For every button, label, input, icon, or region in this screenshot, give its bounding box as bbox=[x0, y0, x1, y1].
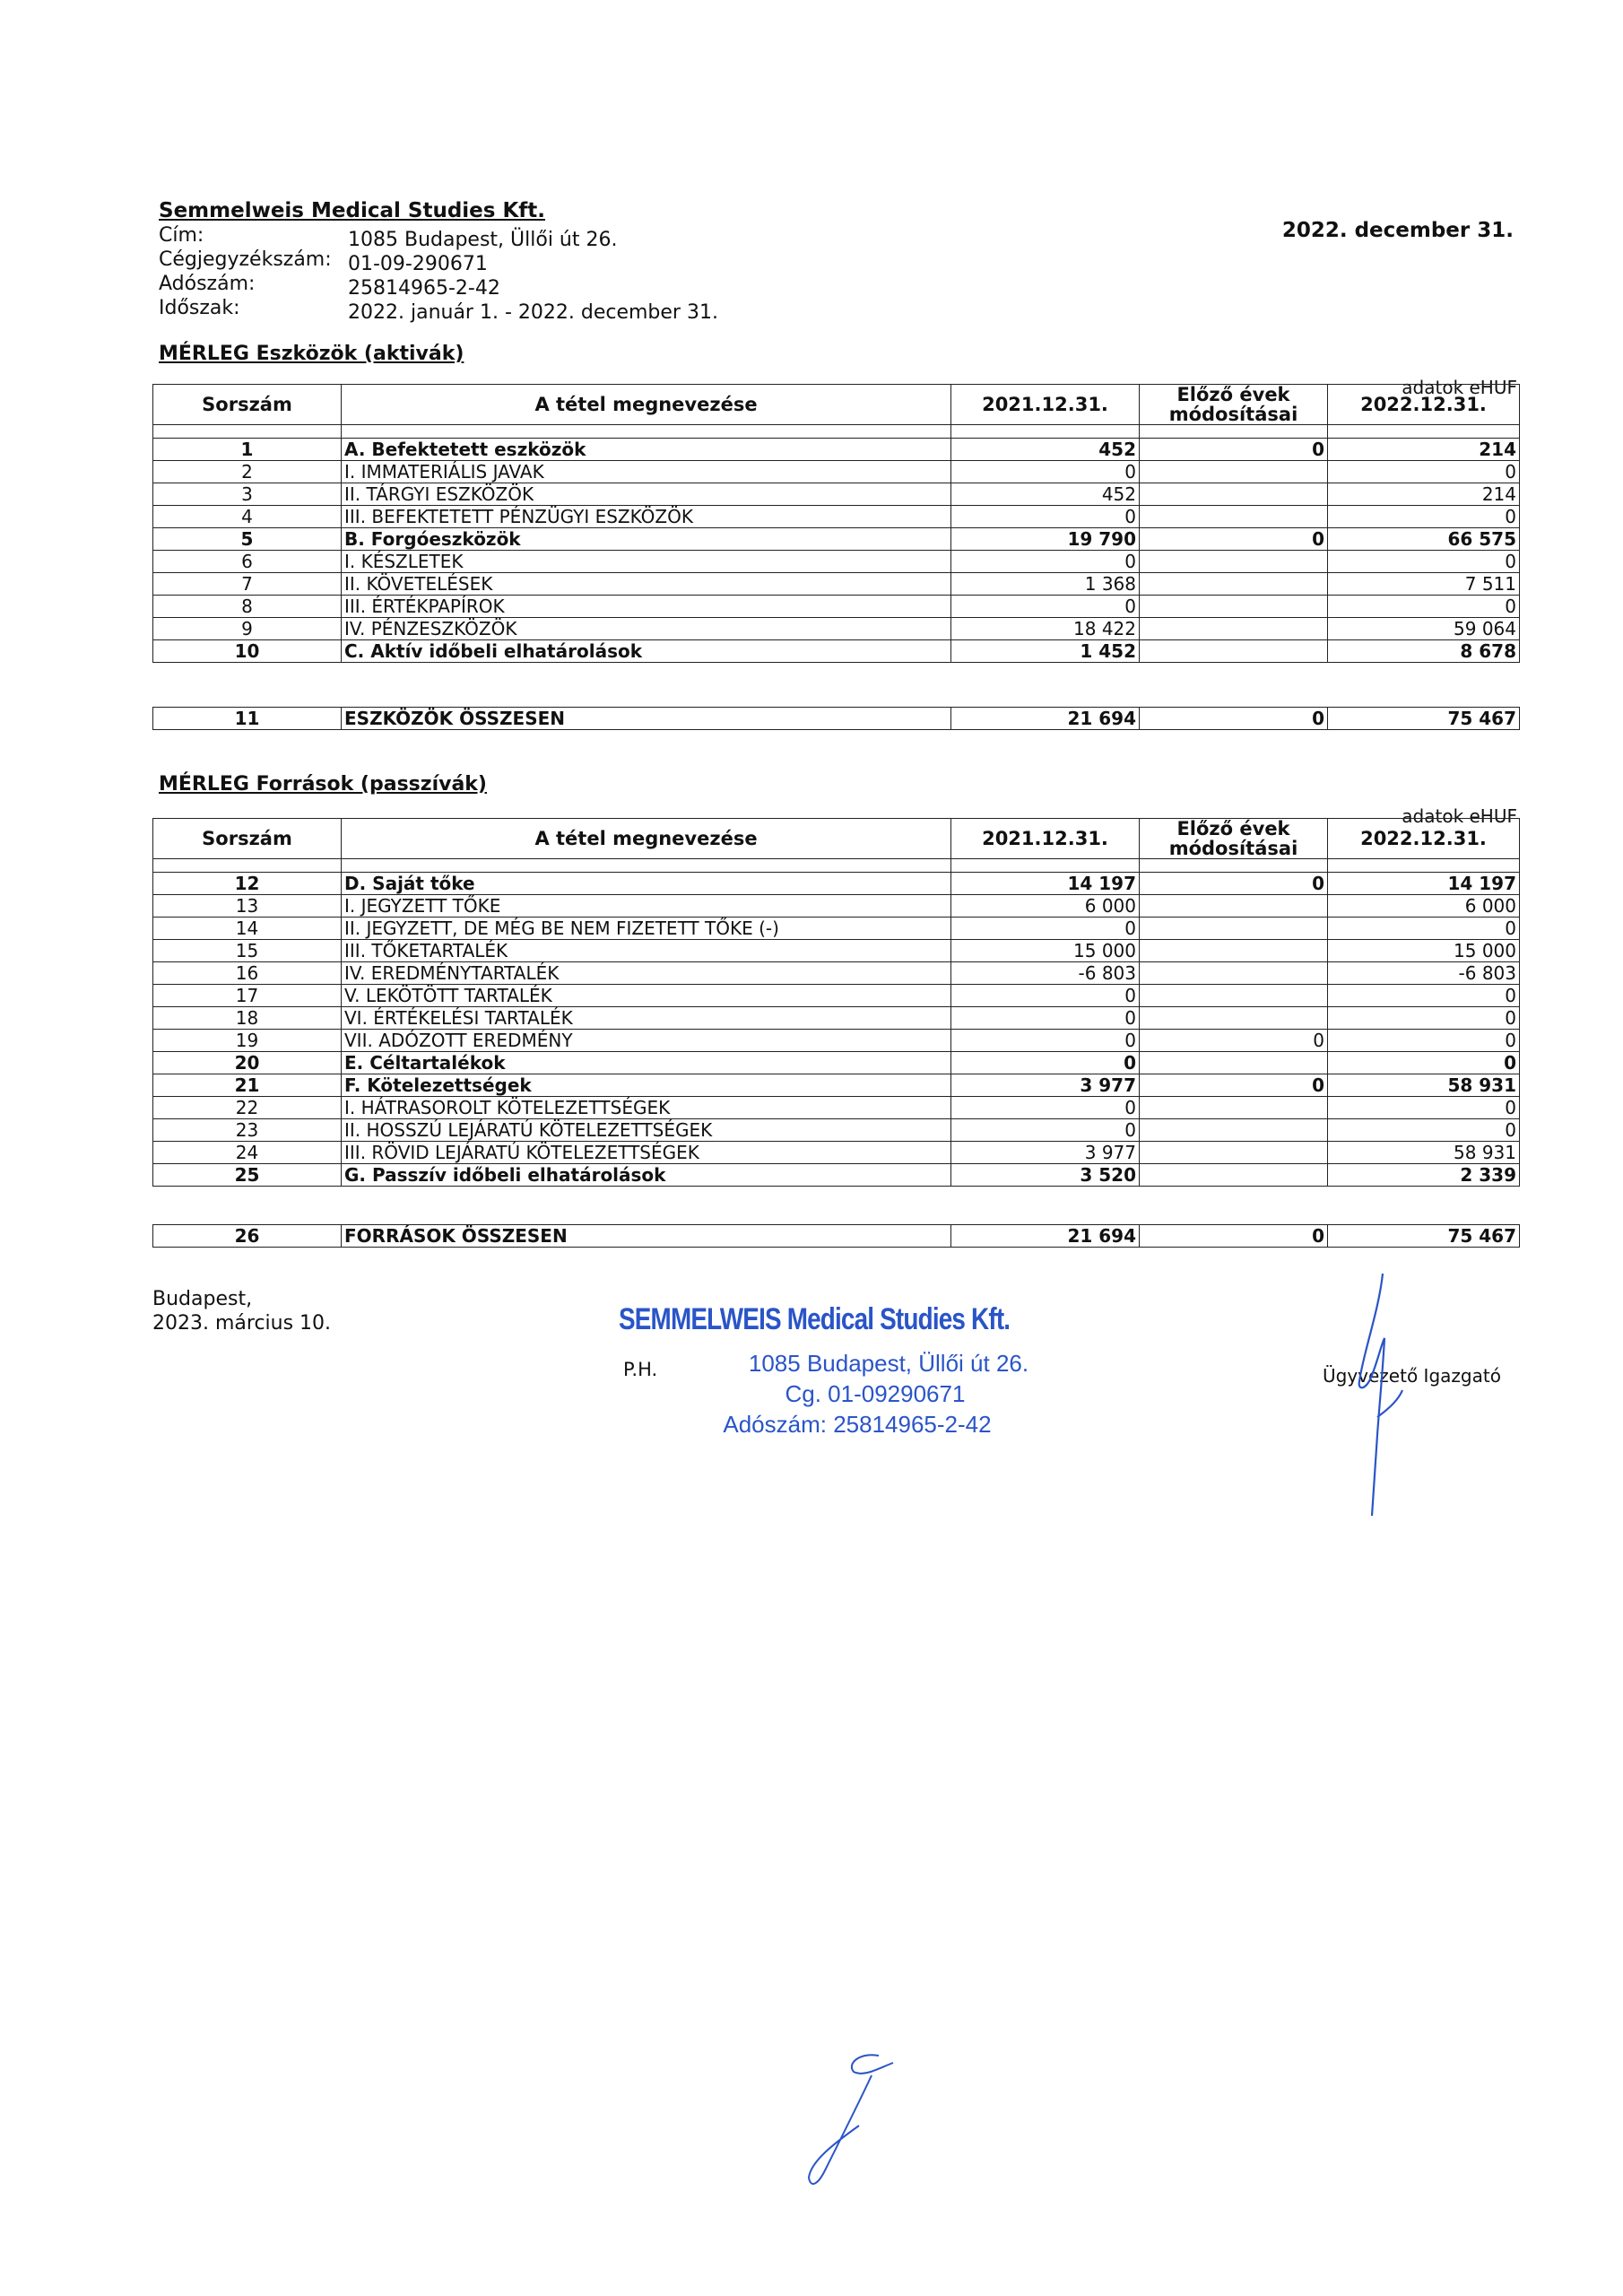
row-curr: 0 bbox=[1328, 1030, 1520, 1052]
row-number: 11 bbox=[153, 708, 342, 730]
row-prev: 0 bbox=[951, 1052, 1140, 1074]
table-row bbox=[153, 528, 1520, 551]
col-header-mod: Előző évek módosításai bbox=[1140, 819, 1328, 859]
table-row bbox=[153, 1007, 1520, 1030]
row-number: 22 bbox=[153, 1097, 342, 1119]
row-curr: 7 511 bbox=[1328, 573, 1520, 596]
row-name: VII. ADÓZOTT EREDMÉNY bbox=[342, 1030, 951, 1052]
row-prev: -6 803 bbox=[951, 962, 1140, 985]
table-row bbox=[153, 1052, 1520, 1074]
row-name: ESZKÖZÖK ÖSSZESEN bbox=[342, 708, 951, 730]
row-curr: 66 575 bbox=[1328, 528, 1520, 551]
assets-total-row bbox=[153, 708, 1520, 730]
report-date: 2022. december 31. bbox=[1281, 219, 1514, 242]
row-name: II. TÁRGYI ESZKÖZÖK bbox=[342, 483, 951, 506]
row-curr: 58 931 bbox=[1328, 1142, 1520, 1164]
liabilities-total-table bbox=[152, 1224, 1520, 1248]
row-mod bbox=[1140, 1007, 1328, 1030]
row-curr: 75 467 bbox=[1328, 708, 1520, 730]
row-mod bbox=[1140, 1164, 1328, 1187]
row-curr: 0 bbox=[1328, 551, 1520, 573]
table-row bbox=[153, 596, 1520, 618]
row-mod bbox=[1140, 640, 1328, 663]
row-name: B. Forgóeszközök bbox=[342, 528, 951, 551]
period-value: 2022. január 1. - 2022. december 31. bbox=[348, 301, 718, 324]
row-number: 15 bbox=[153, 940, 342, 962]
col-header-prev: 2021.12.31. bbox=[951, 819, 1140, 859]
row-curr: 0 bbox=[1328, 1007, 1520, 1030]
assets-header-row bbox=[153, 385, 1520, 425]
director-signature bbox=[1327, 1256, 1435, 1525]
row-number: 26 bbox=[153, 1225, 342, 1248]
row-prev: 3 977 bbox=[951, 1142, 1140, 1164]
row-number: 17 bbox=[153, 985, 342, 1007]
assets-total-table bbox=[152, 707, 1520, 730]
row-number: 13 bbox=[153, 895, 342, 918]
table-row bbox=[153, 1030, 1520, 1052]
company-stamp bbox=[619, 1302, 1096, 1439]
table-row bbox=[153, 962, 1520, 985]
row-curr: 58 931 bbox=[1328, 1074, 1520, 1097]
place: Budapest, bbox=[152, 1288, 253, 1310]
row-name: III. RÖVID LEJÁRATÚ KÖTELEZETTSÉGEK bbox=[342, 1142, 951, 1164]
row-name: II. JEGYZETT, DE MÉG BE NEM FIZETETT TŐKE (-) bbox=[342, 918, 951, 940]
row-number: 12 bbox=[153, 873, 342, 895]
row-name: FORRÁSOK ÖSSZESEN bbox=[342, 1225, 951, 1248]
header-spacer-row bbox=[153, 425, 1520, 439]
row-name: V. LEKÖTÖTT TARTALÉK bbox=[342, 985, 951, 1007]
row-number: 6 bbox=[153, 551, 342, 573]
row-name: III. TŐKETARTALÉK bbox=[342, 940, 951, 962]
row-mod bbox=[1140, 1097, 1328, 1119]
table-row bbox=[153, 1119, 1520, 1142]
row-mod bbox=[1140, 985, 1328, 1007]
row-number: 4 bbox=[153, 506, 342, 528]
row-mod bbox=[1140, 895, 1328, 918]
row-mod: 0 bbox=[1140, 873, 1328, 895]
row-mod bbox=[1140, 1052, 1328, 1074]
row-prev: 14 197 bbox=[951, 873, 1140, 895]
row-name: II. KÖVETELÉSEK bbox=[342, 573, 951, 596]
row-number: 24 bbox=[153, 1142, 342, 1164]
liabilities-total-row bbox=[153, 1225, 1520, 1248]
row-prev: 452 bbox=[951, 483, 1140, 506]
row-name: F. Kötelezettségek bbox=[342, 1074, 951, 1097]
row-curr: 0 bbox=[1328, 1052, 1520, 1074]
table-row bbox=[153, 895, 1520, 918]
row-number: 5 bbox=[153, 528, 342, 551]
stamp-address: 1085 Budapest, Üllői út 26. bbox=[748, 1350, 1029, 1377]
address-label: Cím: bbox=[159, 224, 204, 247]
row-name: I. IMMATERIÁLIS JAVAK bbox=[342, 461, 951, 483]
row-name: I. KÉSZLETEK bbox=[342, 551, 951, 573]
address-value: 1085 Budapest, Üllői út 26. bbox=[348, 229, 618, 251]
row-name: A. Befektetett eszközök bbox=[342, 439, 951, 461]
row-mod: 0 bbox=[1140, 528, 1328, 551]
col-header-name: A tétel megnevezése bbox=[342, 819, 951, 859]
row-curr: 0 bbox=[1328, 596, 1520, 618]
col-header-no: Sorszám bbox=[153, 819, 342, 859]
row-number: 1 bbox=[153, 439, 342, 461]
row-prev: 19 790 bbox=[951, 528, 1140, 551]
row-curr: 14 197 bbox=[1328, 873, 1520, 895]
assets-title: MÉRLEG Eszközök (aktivák) bbox=[159, 343, 464, 365]
row-curr: 214 bbox=[1328, 483, 1520, 506]
col-header-prev: 2021.12.31. bbox=[951, 385, 1140, 425]
row-prev: 0 bbox=[951, 596, 1140, 618]
row-curr: 0 bbox=[1328, 506, 1520, 528]
row-prev: 21 694 bbox=[951, 1225, 1140, 1248]
row-curr: 0 bbox=[1328, 1119, 1520, 1142]
row-number: 21 bbox=[153, 1074, 342, 1097]
row-prev: 3 520 bbox=[951, 1164, 1140, 1187]
row-curr: -6 803 bbox=[1328, 962, 1520, 985]
row-mod bbox=[1140, 1119, 1328, 1142]
row-number: 14 bbox=[153, 918, 342, 940]
row-mod bbox=[1140, 573, 1328, 596]
stamp-name: SEMMELWEIS Medical Studies Kft. bbox=[619, 1302, 1011, 1336]
col-header-name: A tétel megnevezése bbox=[342, 385, 951, 425]
table-row bbox=[153, 985, 1520, 1007]
row-number: 18 bbox=[153, 1007, 342, 1030]
row-curr: 0 bbox=[1328, 461, 1520, 483]
col-header-mod: Előző évek módosításai bbox=[1140, 385, 1328, 425]
row-prev: 0 bbox=[951, 1097, 1140, 1119]
sign-date: 2023. március 10. bbox=[152, 1312, 332, 1335]
handwritten-mark bbox=[771, 2036, 915, 2197]
row-name: C. Aktív időbeli elhatárolások bbox=[342, 640, 951, 663]
row-mod: 0 bbox=[1140, 1074, 1328, 1097]
table-row bbox=[153, 618, 1520, 640]
table-row bbox=[153, 551, 1520, 573]
row-name: G. Passzív időbeli elhatárolások bbox=[342, 1164, 951, 1187]
row-mod bbox=[1140, 551, 1328, 573]
row-prev: 21 694 bbox=[951, 708, 1140, 730]
row-name: IV. PÉNZESZKÖZÖK bbox=[342, 618, 951, 640]
row-number: 7 bbox=[153, 573, 342, 596]
row-prev: 18 422 bbox=[951, 618, 1140, 640]
row-prev: 1 368 bbox=[951, 573, 1140, 596]
row-curr: 0 bbox=[1328, 918, 1520, 940]
row-mod bbox=[1140, 483, 1328, 506]
header-spacer-row bbox=[153, 859, 1520, 873]
liabilities-unit: adatok eHUF bbox=[1402, 805, 1517, 827]
row-prev: 6 000 bbox=[951, 895, 1140, 918]
col-header-no: Sorszám bbox=[153, 385, 342, 425]
row-curr: 15 000 bbox=[1328, 940, 1520, 962]
row-curr: 59 064 bbox=[1328, 618, 1520, 640]
period-label: Időszak: bbox=[159, 297, 240, 319]
row-mod bbox=[1140, 506, 1328, 528]
row-prev: 0 bbox=[951, 551, 1140, 573]
signatory-title: Ügyvezető Igazgató bbox=[1323, 1365, 1501, 1387]
table-row bbox=[153, 461, 1520, 483]
row-curr: 0 bbox=[1328, 1097, 1520, 1119]
table-row bbox=[153, 1164, 1520, 1187]
tax-id-label: Adószám: bbox=[159, 273, 256, 295]
row-mod bbox=[1140, 461, 1328, 483]
row-curr: 2 339 bbox=[1328, 1164, 1520, 1187]
table-row bbox=[153, 1142, 1520, 1164]
stamp-cg: Cg. 01-09290671 bbox=[785, 1380, 966, 1407]
row-number: 20 bbox=[153, 1052, 342, 1074]
row-number: 10 bbox=[153, 640, 342, 663]
assets-table bbox=[152, 384, 1520, 663]
row-name: IV. EREDMÉNYTARTALÉK bbox=[342, 962, 951, 985]
ph-label: P.H. bbox=[623, 1359, 658, 1380]
row-number: 23 bbox=[153, 1119, 342, 1142]
table-row bbox=[153, 940, 1520, 962]
table-row bbox=[153, 918, 1520, 940]
row-mod bbox=[1140, 1142, 1328, 1164]
table-row bbox=[153, 1097, 1520, 1119]
table-row bbox=[153, 873, 1520, 895]
row-curr: 0 bbox=[1328, 985, 1520, 1007]
col-header-curr: 2022.12.31. bbox=[1328, 385, 1520, 425]
place-date bbox=[152, 1287, 331, 1335]
row-prev: 452 bbox=[951, 439, 1140, 461]
row-prev: 0 bbox=[951, 918, 1140, 940]
row-prev: 0 bbox=[951, 1007, 1140, 1030]
row-name: D. Saját tőke bbox=[342, 873, 951, 895]
row-mod: 0 bbox=[1140, 708, 1328, 730]
row-mod bbox=[1140, 940, 1328, 962]
tax-id-value: 25814965-2-42 bbox=[348, 277, 500, 300]
row-number: 2 bbox=[153, 461, 342, 483]
row-curr: 8 678 bbox=[1328, 640, 1520, 663]
row-name: E. Céltartalékok bbox=[342, 1052, 951, 1074]
row-curr: 75 467 bbox=[1328, 1225, 1520, 1248]
row-prev: 0 bbox=[951, 1119, 1140, 1142]
row-name: I. JEGYZETT TŐKE bbox=[342, 895, 951, 918]
row-number: 8 bbox=[153, 596, 342, 618]
row-name: III. BEFEKTETETT PÉNZÜGYI ESZKÖZÖK bbox=[342, 506, 951, 528]
col-header-curr: 2022.12.31. bbox=[1328, 819, 1520, 859]
row-name: I. HÁTRASOROLT KÖTELEZETTSÉGEK bbox=[342, 1097, 951, 1119]
row-prev: 1 452 bbox=[951, 640, 1140, 663]
row-curr: 214 bbox=[1328, 439, 1520, 461]
row-prev: 0 bbox=[951, 985, 1140, 1007]
table-row bbox=[153, 439, 1520, 461]
row-name: III. ÉRTÉKPAPÍROK bbox=[342, 596, 951, 618]
liabilities-title: MÉRLEG Források (passzívák) bbox=[159, 773, 487, 796]
row-number: 9 bbox=[153, 618, 342, 640]
table-row bbox=[153, 573, 1520, 596]
table-row bbox=[153, 506, 1520, 528]
registration-label: Cégjegyzékszám: bbox=[159, 248, 332, 271]
registration-value: 01-09-290671 bbox=[348, 253, 488, 275]
row-prev: 15 000 bbox=[951, 940, 1140, 962]
row-prev: 0 bbox=[951, 506, 1140, 528]
table-row bbox=[153, 1074, 1520, 1097]
row-prev: 0 bbox=[951, 1030, 1140, 1052]
row-prev: 3 977 bbox=[951, 1074, 1140, 1097]
row-curr: 6 000 bbox=[1328, 895, 1520, 918]
row-number: 16 bbox=[153, 962, 342, 985]
table-row bbox=[153, 640, 1520, 663]
row-prev: 0 bbox=[951, 461, 1140, 483]
row-mod bbox=[1140, 962, 1328, 985]
liabilities-table bbox=[152, 818, 1520, 1187]
row-mod: 0 bbox=[1140, 439, 1328, 461]
row-name: II. HOSSZÚ LEJÁRATÚ KÖTELEZETTSÉGEK bbox=[342, 1119, 951, 1142]
stamp-tax: Adószám: 25814965-2-42 bbox=[723, 1411, 992, 1438]
table-row bbox=[153, 483, 1520, 506]
row-number: 19 bbox=[153, 1030, 342, 1052]
company-name: Semmelweis Medical Studies Kft. bbox=[159, 199, 546, 222]
liabilities-header-row bbox=[153, 819, 1520, 859]
row-number: 3 bbox=[153, 483, 342, 506]
row-mod: 0 bbox=[1140, 1225, 1328, 1248]
row-mod: 0 bbox=[1140, 1030, 1328, 1052]
row-name: VI. ÉRTÉKELÉSI TARTALÉK bbox=[342, 1007, 951, 1030]
row-mod bbox=[1140, 918, 1328, 940]
row-mod bbox=[1140, 618, 1328, 640]
assets-unit: adatok eHUF bbox=[1402, 377, 1517, 398]
row-number: 25 bbox=[153, 1164, 342, 1187]
row-mod bbox=[1140, 596, 1328, 618]
